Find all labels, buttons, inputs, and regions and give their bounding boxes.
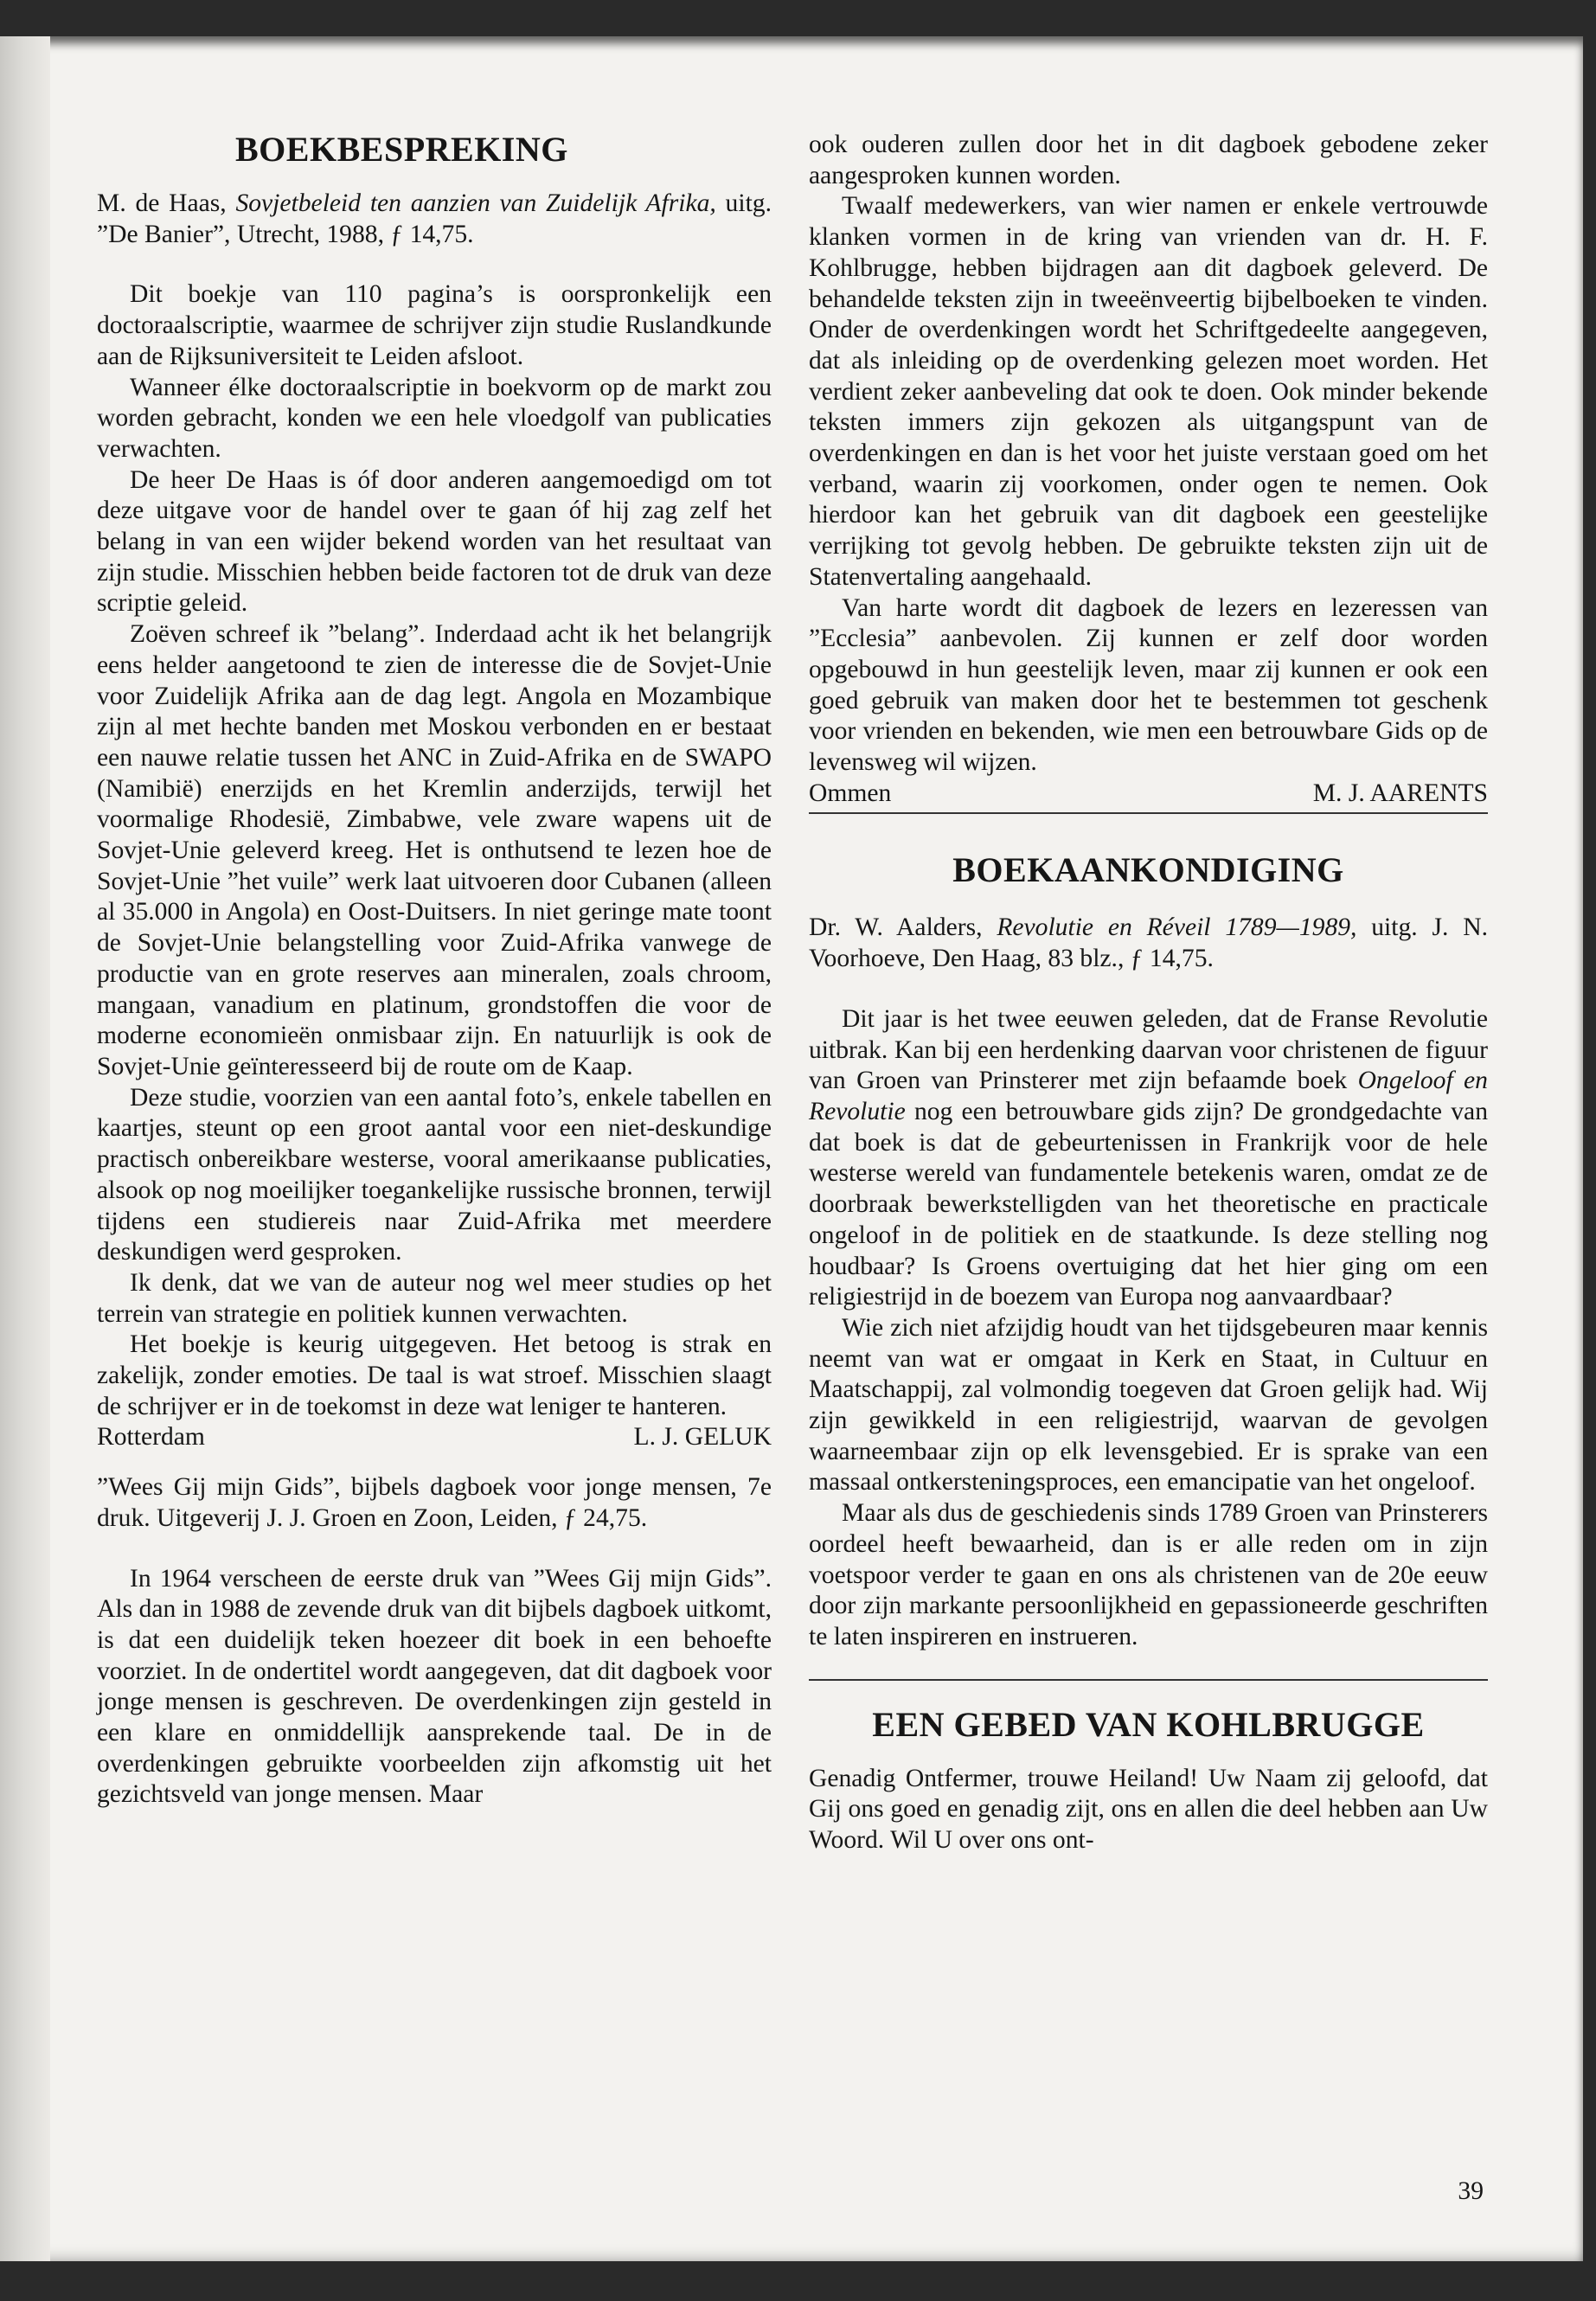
signature-name: L. J. GELUK <box>633 1423 772 1452</box>
paragraph: Deze studie, voorzien van een aantal foto’s, enkele tabellen en kaartjes, steunt op een groot aantal voor een niet-deskundige practisch onbereikbare westerse, vooral amerikaanse publicaties, alsook op nog moeilijker toegankelijke russische bronnen, terwijl tijdens een studiereis naar Zuid-Afrika met meerdere deskundigen werd gesproken. <box>97 1083 772 1266</box>
paragraph <box>809 1004 1488 1313</box>
paragraph: Van harte wordt dit dagboek de lezers en lezeressen van ”Ecclesia” aanbevolen. Zij kunnen er zelf door worden opgebouwd in hun geestelijk leven, maar zij kunnen er ook een goed gebruik van maken door het te bestemmen tot geschenk voor vrienden en bekenden, wie men een betrouwbare Gids op de levensweg wil wijzen. <box>809 593 1488 777</box>
paragraph: Wanneer élke doctoraalscriptie in boekvorm op de markt zou worden gebracht, konden we een hele vloedgolf van publicaties verwachten. <box>97 373 772 463</box>
ref-author: Dr. W. Aalders, <box>809 913 997 942</box>
page <box>0 36 1583 2261</box>
signature-place: Rotterdam <box>97 1423 205 1452</box>
ref-author: M. de Haas, <box>97 189 236 217</box>
paragraph: ook ouderen zullen door het in dit dagboek gebodene zeker aangesproken kunnen worden. <box>809 131 1488 189</box>
heading-gebed-kohlbrugge: EEN GEBED VAN KOHLBRUGGE <box>872 1704 1425 1744</box>
binding-shadow <box>0 36 50 2261</box>
right-column <box>809 130 1488 1856</box>
paragraph-text: Dit jaar is het twee eeuwen geleden, dat de Franse Revolutie uitbrak. Kan bij een herdenking daarvan voor christenen de figuur van Groen van Prinsterer met zijn befaamde boek <box>809 1004 1488 1095</box>
book-title: Ongeloof en Revolutie <box>809 1067 1488 1125</box>
paragraph: Het boekje is keurig uitgegeven. Het betoog is strak en zakelijk, zonder emoties. De taal is wat stroef. Misschien slaagt de schrijver er in de toekomst in deze wat leniger te hanteren. <box>97 1330 772 1420</box>
book-reference-3 <box>809 913 1488 974</box>
ref-publisher: uitg. ”De Banier”, Utrecht, 1988, ƒ 14,75. <box>97 189 772 248</box>
paragraph: Dit boekje van 110 pagina’s is oorspronkelijk een doctoraalscriptie, waarmee de schrijver zijn studie Ruslandkunde aan de Rijksuniversiteit te Leiden afsloot. <box>97 280 772 370</box>
signature-name: M. J. AARENTS <box>1312 779 1488 807</box>
ref-title: Revolutie en Réveil 1789—1989, <box>997 913 1357 942</box>
paragraph: Wie zich niet afzijdig houdt van het tijdsgebeuren maar kennis neemt van wat er omgaat in Kerk en Staat, in Cultuur en Maatschappij, zal volmondig toegeven dat Groen gelijk had. Wij zijn gewikkeld in een religiestrijd, waarvan de gevolgen waarneembaar zijn op elk levensgebied. Er is sprake van een massaal ontkersteningsproces, een emancipatie van het ongeloof. <box>809 1313 1488 1497</box>
signature-2 <box>809 779 1488 810</box>
paragraph: Genadig Ontfermer, trouwe Heiland! Uw Naam zij geloofd, dat Gij ons goed en genadig zijt, ons en allen die deel hebben aan Uw Woord. Wil U over ons ont- <box>809 1764 1488 1855</box>
paragraph: In 1964 verscheen de eerste druk van ”Wees Gij mijn Gids”. Als dan in 1988 de zevende druk van dit bijbels dagboek uitkomt, is dat een duidelijk teken hoezeer dit boek in een behoefte voorziet. In de ondertitel wordt aangegeven, dat dit dagboek voor jonge mensen is geschreven. De overdenkingen zijn gesteld in een klare en onmiddellijk aansprekende taal. De in de overdenkingen gebruikte voorbeelden zijn afkomstig uit het gezichtsveld van jonge mensen. Maar <box>97 1564 772 1809</box>
left-column <box>97 130 772 1811</box>
heading-boekaankondiging: BOEKAANKONDIGING <box>952 850 1344 890</box>
section-divider <box>809 812 1488 814</box>
signature-1 <box>97 1422 772 1453</box>
paragraph-text: nog een betrouwbare gids zijn? De grondgedachte van dat boek is dat de gebeurtenissen in Frankrijk voor de hele westerse wereld van fundamentele betekenis waren, omdat ze de doorbraak bewerkstelligden van het theoretische en practicale ongeloof in de politiek en de staatkunde. Is deze stelling nog houdbaar? Is Groens overtuiging dat het hier ging om een religiestrijd in de boezem van Europa nog aanvaardbaar? <box>809 1097 1488 1311</box>
heading-boekbespreking: BOEKBESPREKING <box>235 130 568 169</box>
paragraph: Maar als dus de geschiedenis sinds 1789 Groen van Prinsterers oordeel heeft bewaarheid, dan is er alle reden om in zijn voetspoor verder te gaan en ons als christenen van de 20e eeuw door zijn markante persoonlijkheid en gepassioneerde geschriften te laten inspireren en instrueren. <box>809 1499 1488 1650</box>
paragraph: Twaalf medewerkers, van wier namen er enkele vertrouwde klanken vormen in de kring van vrienden van dr. H. F. Kohlbrugge, hebben bijdragen aan dit dagboek geleverd. De behandelde teksten zijn in tweeënveertig bijbelboeken te vinden. Onder de overdenkingen wordt het Schriftgedeelte aangegeven, dat als inleiding op de overdenking gelezen moet worden. Het verdient zeker aanbeveling dat ook te doen. Ook minder bekende teksten immers zijn gekozen als uitgangspunt van de overdenkingen en dan is het voor het juiste verstaan goed om het verband, waarin zij voorkomen, onder ogen te nemen. Ook hierdoor kan het gebruik van dit dagboek een geestelijke verrijking tot gevolg hebben. De gebruikte teksten zijn uit de Statenvertaling aangehaald. <box>809 192 1488 591</box>
paragraph: Ik denk, dat we van de auteur nog wel meer studies op het terrein van strategie en politiek kunnen verwachten. <box>97 1268 772 1328</box>
section-divider <box>809 1679 1488 1681</box>
page-number: 39 <box>1458 2177 1484 2205</box>
paragraph: Zoëven schreef ik ”belang”. Inderdaad acht ik het belangrijk eens helder aangetoond te zien de interesse die de Sovjet-Unie voor Zuidelijk Afrika aan de dag legt. Angola en Mozambique zijn al met hechte banden met Moskou verbonden en er bestaat een nauwe relatie tussen het ANC in Zuid-Afrika en de SWAPO (Namibië) enerzijds en het Kremlin anderzijds, terwijl het voormalige Rhodesië, Zimbabwe, vele zware wapens uit de Sovjet-Unie geleverd kreeg. Het is onthutsend te lezen hoe de Sovjet-Unie ”het vuile” werk laat uitvoeren door Cubanen (alleen al 35.000 in Angola) en Oost-Duitsers. In niet geringe mate toont de Sovjet-Unie belangstelling voor Zuid-Afrika vanwege de productie van en grote reserves aan mineralen, zoals chroom, mangaan, vanadium en platinum, grondstoffen die voor de moderne economieën onmisbaar zijn. En natuurlijk is ook de Sovjet-Unie geïnteresseerd bij de route om de Kaap. <box>97 620 772 1080</box>
book-reference-2: ”Wees Gij mijn Gids”, bijbels dagboek voor jonge mensen, 7e druk. Uitgeverij J. J. Groen en Zoon, Leiden, ƒ 24,75. <box>97 1473 772 1532</box>
book-reference-1 <box>97 189 772 250</box>
paragraph: De heer De Haas is óf door anderen aangemoedigd om tot deze uitgave voor de handel over te gaan óf hij zag zelf het belang in van een wijder bekend worden van het resultaat van zijn studie. Misschien hebben beide factoren tot de druk van deze scriptie geleid. <box>97 465 772 618</box>
ref-title: Sovjetbeleid ten aanzien van Zuidelijk Afrika, <box>235 189 716 217</box>
ref-publisher: uitg. J. N. Voorhoeve, Den Haag, 83 blz., ƒ 14,75. <box>809 913 1488 973</box>
signature-place: Ommen <box>809 779 892 807</box>
